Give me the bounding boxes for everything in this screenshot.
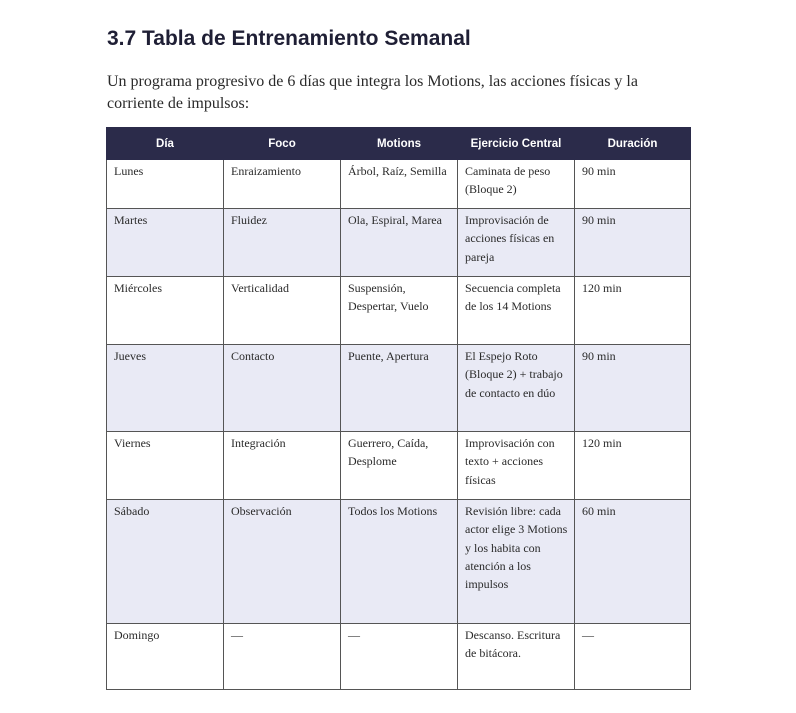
cell-ejercicio: Improvisación de acciones físicas en pareja bbox=[458, 209, 575, 277]
cell-dia: Viernes bbox=[107, 432, 224, 500]
table-row bbox=[107, 500, 691, 624]
cell-duracion: — bbox=[575, 624, 691, 690]
cell-dia: Lunes bbox=[107, 160, 224, 209]
table-row bbox=[107, 345, 691, 432]
weekly-training-table bbox=[106, 127, 691, 690]
cell-ejercicio: El Espejo Roto (Bloque 2) + trabajo de contacto en dúo bbox=[458, 345, 575, 432]
cell-motions: — bbox=[341, 624, 458, 690]
cell-motions: Ola, Espiral, Marea bbox=[341, 209, 458, 277]
cell-duracion: 90 min bbox=[575, 160, 691, 209]
cell-motions: Todos los Motions bbox=[341, 500, 458, 624]
cell-ejercicio: Revisión libre: cada actor elige 3 Motions y los habita con atención a los impulsos bbox=[458, 500, 575, 624]
cell-ejercicio: Secuencia completa de los 14 Motions bbox=[458, 277, 575, 345]
cell-foco: Fluidez bbox=[224, 209, 341, 277]
cell-dia: Martes bbox=[107, 209, 224, 277]
cell-foco: — bbox=[224, 624, 341, 690]
table-row bbox=[107, 624, 691, 690]
header-duracion: Duración bbox=[575, 128, 691, 160]
cell-duracion: 120 min bbox=[575, 432, 691, 500]
cell-ejercicio: Caminata de peso (Bloque 2) bbox=[458, 160, 575, 209]
cell-ejercicio: Improvisación con texto + acciones físicas bbox=[458, 432, 575, 500]
cell-duracion: 90 min bbox=[575, 345, 691, 432]
cell-foco: Integración bbox=[224, 432, 341, 500]
cell-ejercicio: Descanso. Escritura de bitácora. bbox=[458, 624, 575, 690]
cell-dia: Miércoles bbox=[107, 277, 224, 345]
cell-motions: Guerrero, Caída, Desplome bbox=[341, 432, 458, 500]
cell-motions: Suspensión, Despertar, Vuelo bbox=[341, 277, 458, 345]
cell-duracion: 60 min bbox=[575, 500, 691, 624]
cell-dia: Domingo bbox=[107, 624, 224, 690]
cell-motions: Árbol, Raíz, Semilla bbox=[341, 160, 458, 209]
cell-foco: Contacto bbox=[224, 345, 341, 432]
table-row bbox=[107, 160, 691, 209]
table-row bbox=[107, 432, 691, 500]
cell-duracion: 90 min bbox=[575, 209, 691, 277]
table-header-row bbox=[107, 128, 691, 160]
table-row bbox=[107, 209, 691, 277]
header-dia: Día bbox=[107, 128, 224, 160]
intro-paragraph: Un programa progresivo de 6 días que integra los Motions, las acciones físicas y la corriente de impulsos: bbox=[107, 73, 638, 112]
cell-duracion: 120 min bbox=[575, 277, 691, 345]
section-heading: 3.7 Tabla de Entrenamiento Semanal bbox=[107, 27, 471, 50]
table-row bbox=[107, 277, 691, 345]
header-ejercicio-central: Ejercicio Central bbox=[458, 128, 575, 160]
header-foco: Foco bbox=[224, 128, 341, 160]
cell-dia: Jueves bbox=[107, 345, 224, 432]
header-motions: Motions bbox=[341, 128, 458, 160]
cell-foco: Verticalidad bbox=[224, 277, 341, 345]
cell-dia: Sábado bbox=[107, 500, 224, 624]
cell-motions: Puente, Apertura bbox=[341, 345, 458, 432]
cell-foco: Observación bbox=[224, 500, 341, 624]
cell-foco: Enraizamiento bbox=[224, 160, 341, 209]
